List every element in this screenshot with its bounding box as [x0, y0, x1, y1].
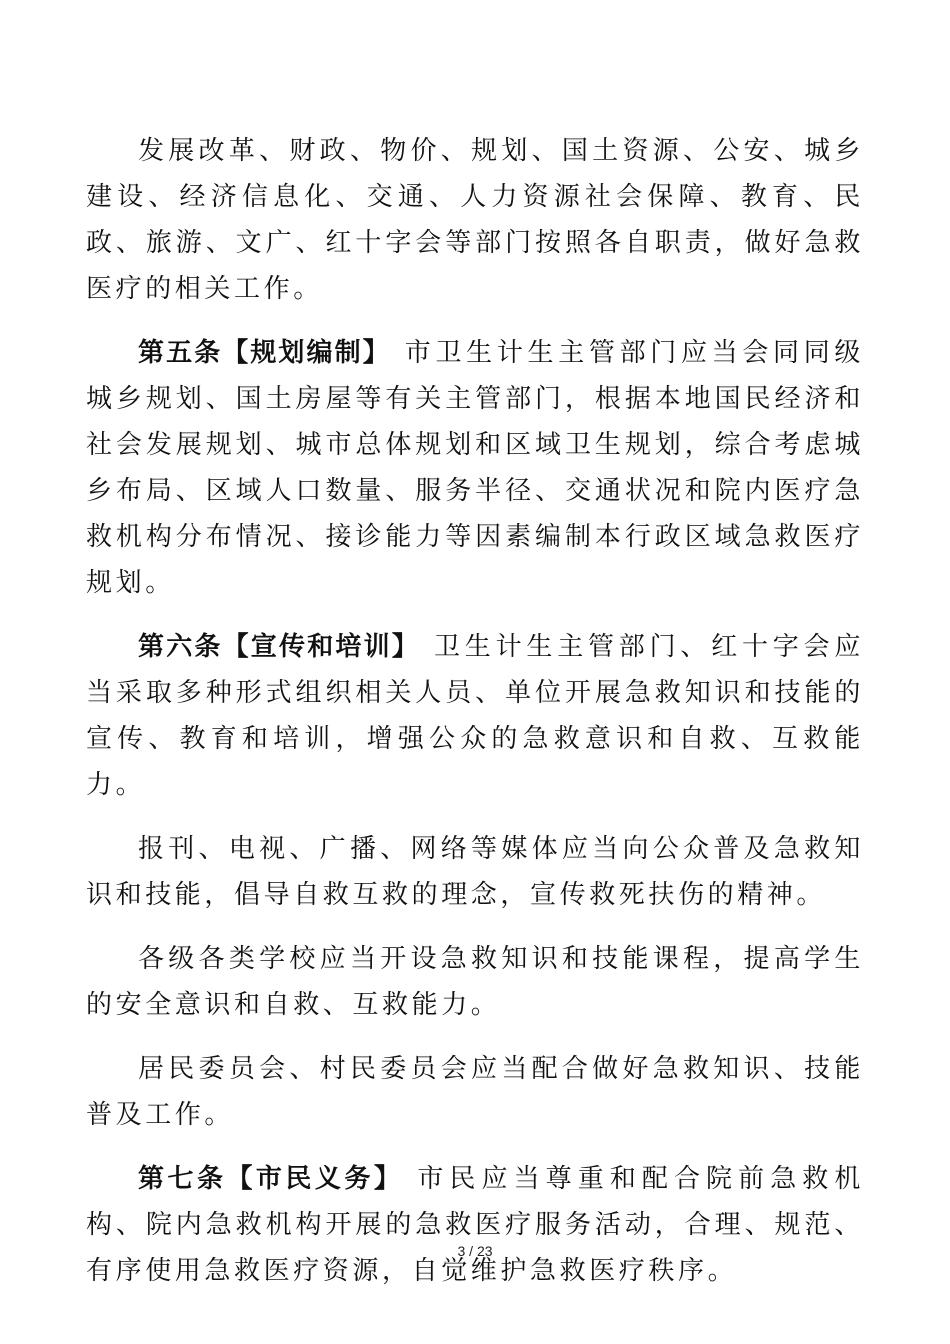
article-5-planning: [86, 330, 864, 606]
paragraph-committees: [86, 1046, 864, 1138]
paragraph-text: 居民委员会、村民委员会应当配合做好急救知识、技能普及工作。: [86, 1054, 864, 1130]
article-heading: 第七条【市民义务】: [138, 1164, 404, 1194]
paragraph-media: [86, 826, 864, 918]
paragraph-departments: [86, 128, 864, 312]
article-6-training: [86, 624, 864, 808]
article-heading: 第五条【规划编制】: [138, 338, 391, 368]
paragraph-text: 各级各类学校应当开设急救知识和技能课程，提高学生的安全意识和自救、互救能力。: [86, 944, 864, 1020]
paragraph-text: 卫生计生主管部门、红十字会应当采取多种形式组织相关人员、单位开展急救知识和技能的宣传、教育和培训，增强公众的急救意识和自救、互救能力。: [86, 632, 864, 800]
paragraph-schools: [86, 936, 864, 1028]
document-body: [86, 128, 864, 1312]
paragraph-text: 发展改革、财政、物价、规划、国土资源、公安、城乡建设、经济信息化、交通、人力资源社会保障、教育、民政、旅游、文广、红十字会等部门按照各自职责，做好急救医疗的相关工作。: [86, 136, 864, 304]
article-heading: 第六条【宣传和培训】: [138, 632, 420, 662]
paragraph-text: 市卫生计生主管部门应当会同同级城乡规划、国土房屋等有关主管部门，根据本地国民经济和社会发展规划、城市总体规划和区域卫生规划，综合考虑城乡布局、区域人口数量、服务半径、交通状况和院内医疗急救机构分布情况、接诊能力等因素编制本行政区域急救医疗规划。: [86, 338, 864, 598]
paragraph-text: 报刊、电视、广播、网络等媒体应当向公众普及急救知识和技能，倡导自救互救的理念，宣传救死扶伤的精神。: [86, 834, 864, 910]
article-7-citizen-duty: [86, 1156, 864, 1294]
page-number: 3 / 23: [457, 1243, 493, 1259]
paragraph-text: 市民应当尊重和配合院前急救机构、院内急救机构开展的急救医疗服务活动，合理、规范、有序使用急救医疗资源，自觉维护急救医疗秩序。: [86, 1164, 864, 1286]
